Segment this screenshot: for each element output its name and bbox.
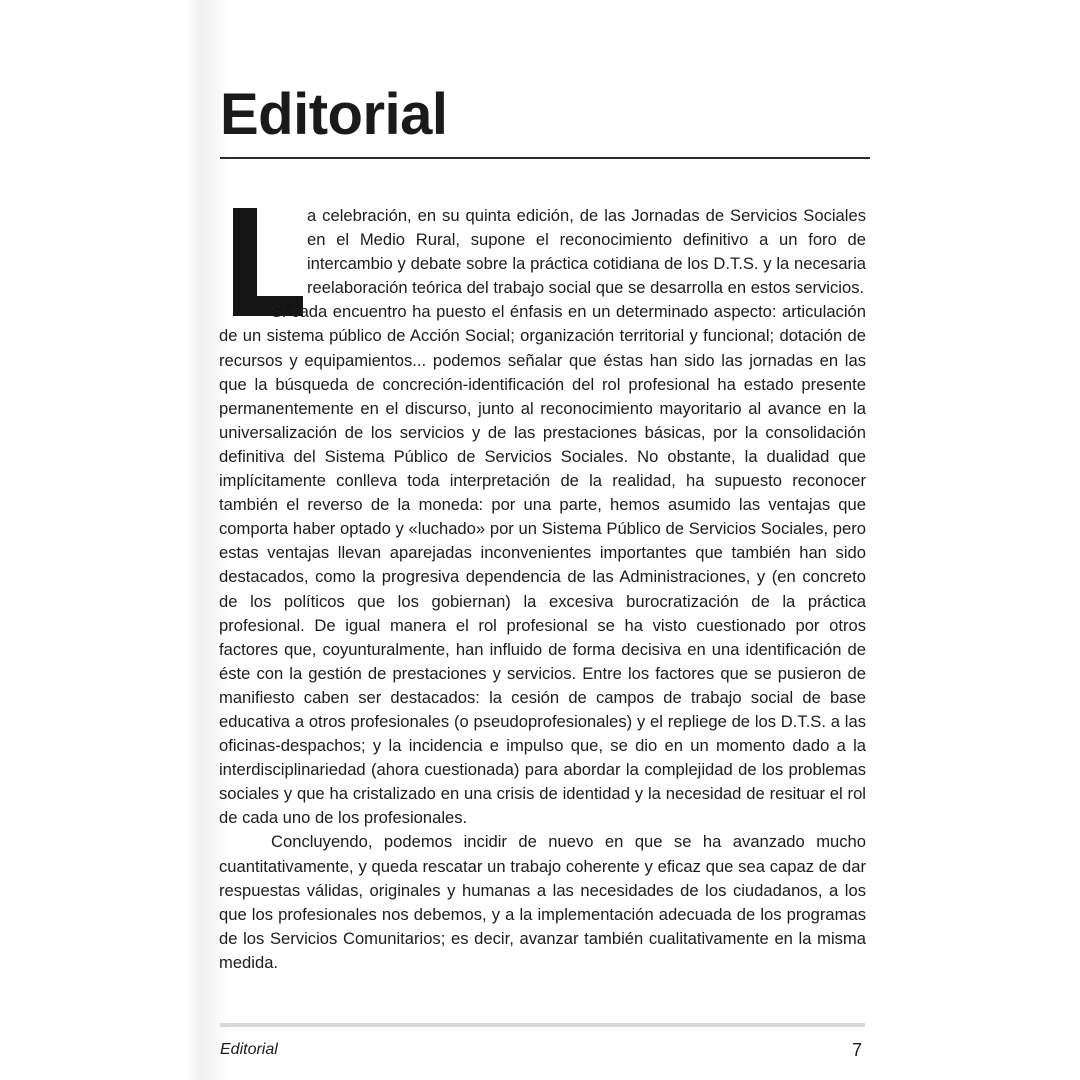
page-number: 7 [852,1040,863,1060]
paragraph-2: Si cada encuentro ha puesto el énfasis en un determinado aspecto: articulación de un sistema público de Acción Social; organización territorial y funcional; dotación de recursos y equipamientos... podemos señalar que éstas han sido las jornadas en las que la búsqueda de concreción-identificación del rol profesional ha estado presente permanentemente en el discurso, junto al reconocimiento mayoritario al avance en la universalización de los servicios y de las prestaciones básicas, por la consolidación definitiva del Sistema Público de Servicios Sociales. No obstante, la dualidad que implícitamente conlleva toda interpretación de la realidad, ha supuesto reconocer también el reverso de la moneda: por una parte, hemos asumido las ventajas que comporta haber optado y «luchado» por un Sistema Público de Servicios Sociales, pero estas ventajas llevan aparejadas inconvenientes importantes que también han sido destacados, como la progresiva dependencia de las Administraciones, y (en concreto de los políticos que los gobiernan) la excesiva burocratización de la práctica profesional. De igual manera el rol profesional se ha visto cuestionado por otros factores que, coyunturalmente, han influido de forma decisiva en una identificación de éste con la gestión de prestaciones y servicios. Entre los factores que se pusieron de manifiesto caben ser destacados: la cesión de campos de trabajo social de base educativa a otros profesionales (o pseudoprofesionales) y el repliege de los D.T.S. a las oficinas-despachos; y la incidencia e impulso que, se dio en un momento dado a la interdisciplinariedad (ahora cuestionada) para abordar la complejidad de los problemas sociales y que ha cristalizado en una crisis de identidad y la necesidad de resituar el rol de cada uno de los profesionales. [219,302,866,828]
page-gutter-shading [0,0,230,1080]
title-rule [220,157,870,159]
paragraph-1: a celebración, en su quinta edición, de las Jornadas de Servicios Sociales en el Medio Rural, supone el reconocimiento definitivo a un foro de intercambio y debate sobre la práctica cotidiana de los D.T.S. y la necesaria reelaboración teórica del trabajo social que se desarrolla en estos servicios. [307,206,866,298]
footer-section-title: Editorial [220,1041,278,1058]
page-title: Editorial [220,82,448,147]
footer-rule [220,1023,865,1027]
article-body [219,204,866,975]
paragraph-3: Concluyendo, podemos incidir de nuevo en que se ha avanzado mucho cuantitativamente, y queda rescatar un trabajo coherente y eficaz que sea capaz de dar respuestas válidas, originales y humanas a las necesidades de los ciudadanos, a los que los profesionales nos debemos, y a la implementación adecuada de los programas de los Servicios Comunitarios; es decir, avanzar también cualitativamente en la misma medida. [219,832,866,972]
